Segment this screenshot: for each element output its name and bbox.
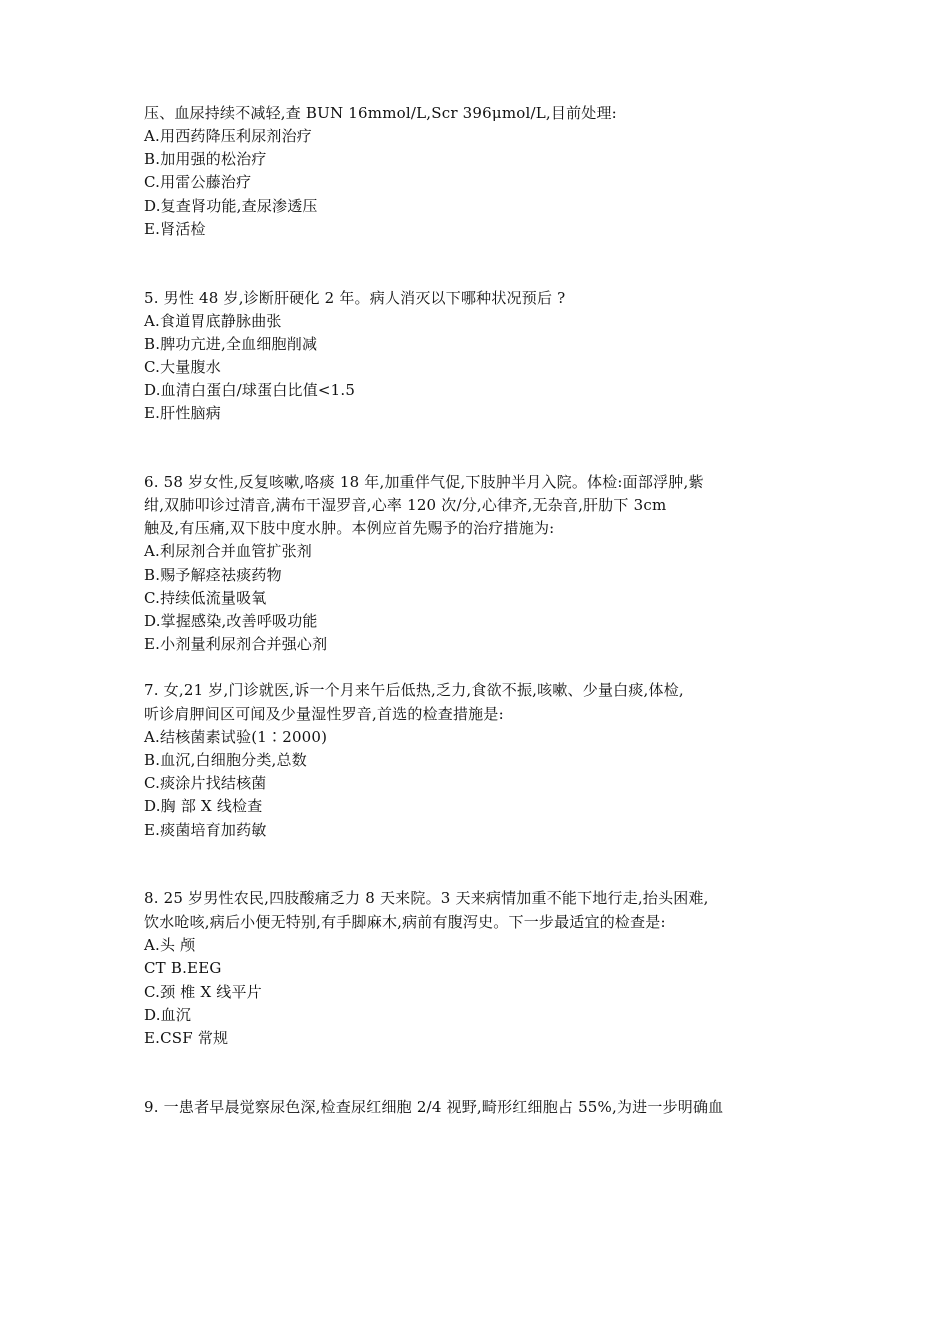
q6-stem-line-1: 6. 58 岁女性,反复咳嗽,咯痰 18 年,加重伴气促,下肢肿半月入院。体检:面部浮肿,紫 [144,473,704,491]
q4-option-e: E.肾活检 [144,220,206,238]
q4-option-d: D.复查肾功能,查尿渗透压 [144,197,318,215]
q5-option-e: E.肝性脑病 [144,404,221,422]
q7-option-c: C.痰涂片找结核菌 [144,774,267,792]
q6-option-a: A.利尿剂合并血管扩张剂 [144,542,313,560]
q7-option-e: E.痰菌培育加药敏 [144,821,267,839]
q4-option-b: B.加用强的松治疗 [144,150,267,168]
q6-option-c: C.持续低流量吸氧 [144,589,267,607]
q7-stem-line-1: 7. 女,21 岁,门诊就医,诉一个月来午后低热,乏力,食欲不振,咳嗽、少量白痰,体检, [144,681,684,699]
q8-option-d: D.血沉 [144,1006,192,1024]
q7-option-b: B.血沉,白细胞分类,总数 [144,751,307,769]
q6-option-b: B.赐予解痉祛痰药物 [144,566,282,584]
q8-stem-line-1: 8. 25 岁男性农民,四肢酸痛乏力 8 天来院。3 天来病情加重不能下地行走,抬头困难, [144,889,709,907]
q4-continued-text: 压、血尿持续不减轻,查 BUN 16mmol/L,Scr 396μmol/L,目前处理: [144,104,617,122]
q8-stem-line-2: 饮水呛咳,病后小便无特别,有手脚麻木,病前有腹泻史。下一步最适宜的检查是: [144,913,666,931]
q5-stem: 5. 男性 48 岁,诊断肝硬化 2 年。病人消灭以下哪种状况预后 ? [144,289,566,307]
q8-option-a: A.头 颅 [144,936,196,954]
q7-option-a: A.结核菌素试验(1∶2000) [144,728,328,746]
q6-stem-line-2: 绀,双肺叩诊过清音,满布干湿罗音,心率 120 次/分,心律齐,无杂音,肝肋下 3cm [144,496,667,514]
q4-option-c: C.用雷公藤治疗 [144,173,252,191]
q6-stem-line-3: 触及,有压痛,双下肢中度水肿。本例应首先赐予的治疗措施为: [144,519,555,537]
q6-option-e: E.小剂量利尿剂合并强心剂 [144,635,328,653]
q4-option-a: A.用西药降压利尿剂治疗 [144,127,313,145]
q9-stem: 9. 一患者早晨觉察尿色深,检查尿红细胞 2/4 视野,畸形红细胞占 55%,为进一步明确血 [144,1098,724,1116]
q8-option-b: CT B.EEG [144,959,222,977]
q8-option-e: E.CSF 常规 [144,1029,229,1047]
q8-option-c: C.颈 椎 X 线平片 [144,983,262,1001]
q5-option-a: A.食道胃底静脉曲张 [144,312,282,330]
q6-option-d: D.掌握感染,改善呼吸功能 [144,612,318,630]
q5-option-d: D.血清白蛋白/球蛋白比值<1.5 [144,381,356,399]
q5-option-b: B.脾功亢进,全血细胞削减 [144,335,318,353]
q7-stem-line-2: 听诊肩胛间区可闻及少量湿性罗音,首选的检查措施是: [144,705,504,723]
q5-option-c: C.大量腹水 [144,358,221,376]
q7-option-d: D.胸 部 X 线检查 [144,797,263,815]
